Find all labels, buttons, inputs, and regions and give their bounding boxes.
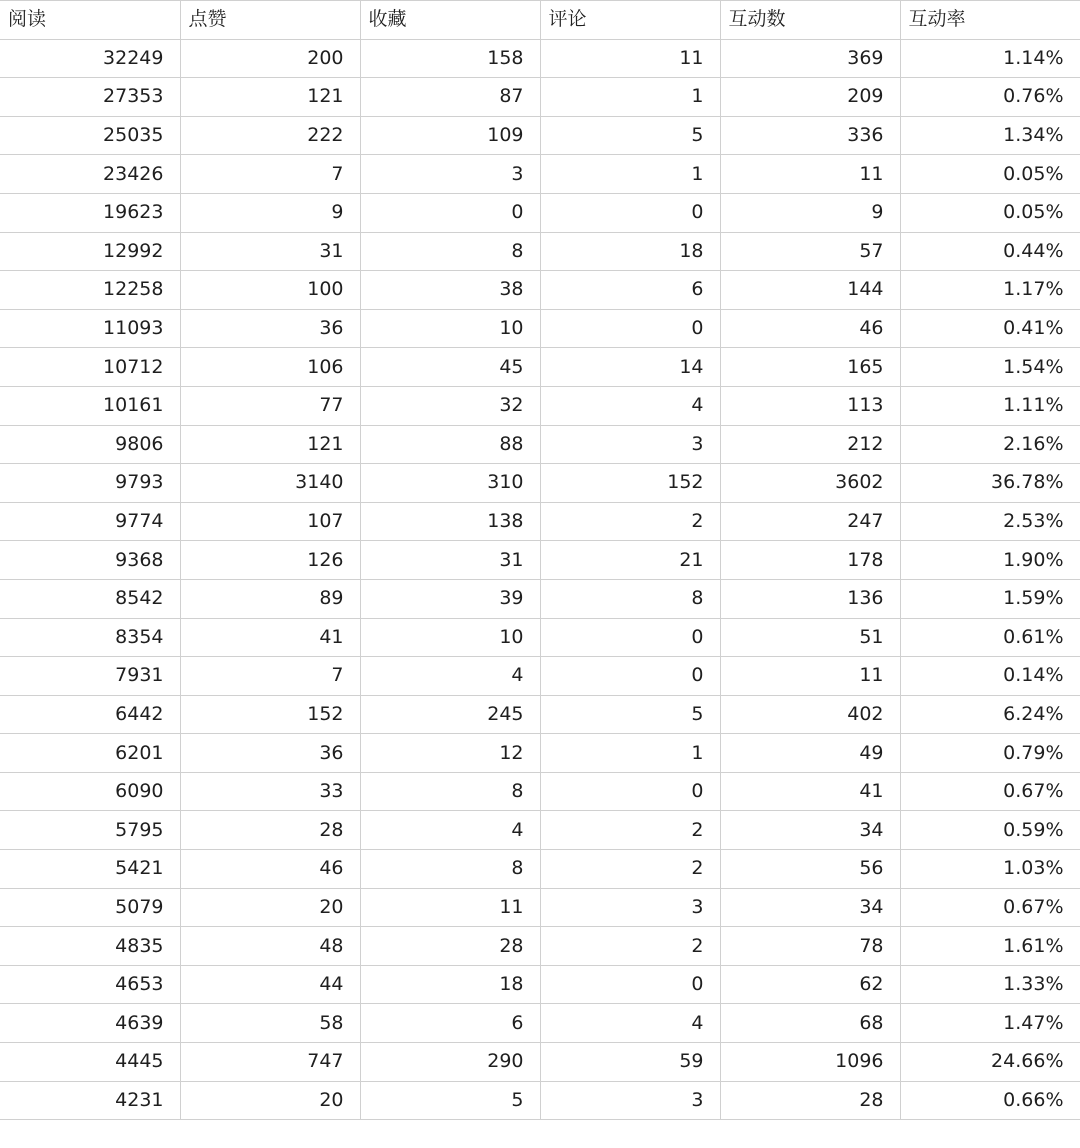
cell-reads[interactable]: 19623 <box>0 193 180 232</box>
cell-reads[interactable]: 9806 <box>0 425 180 464</box>
cell-reads[interactable]: 6090 <box>0 772 180 811</box>
cell-likes[interactable]: 46 <box>180 850 360 889</box>
cell-likes[interactable]: 100 <box>180 271 360 310</box>
table-row <box>0 271 1080 310</box>
cell-interactions[interactable]: 178 <box>720 541 900 580</box>
cell-favorites[interactable]: 10 <box>360 309 540 348</box>
cell-interactions[interactable]: 336 <box>720 116 900 155</box>
table-row <box>0 1004 1080 1043</box>
table-row <box>0 232 1080 271</box>
cell-favorites[interactable]: 87 <box>360 78 540 117</box>
table-row <box>0 193 1080 232</box>
cell-reads[interactable]: 6201 <box>0 734 180 773</box>
table-row <box>0 155 1080 194</box>
cell-favorites[interactable]: 6 <box>360 1004 540 1043</box>
cell-interactions[interactable]: 41 <box>720 772 900 811</box>
cell-likes[interactable]: 3140 <box>180 464 360 503</box>
table-row <box>0 1043 1080 1082</box>
cell-reads[interactable]: 4653 <box>0 965 180 1004</box>
cell-interactions[interactable]: 11 <box>720 657 900 696</box>
cell-interactions[interactable]: 212 <box>720 425 900 464</box>
cell-favorites[interactable]: 4 <box>360 657 540 696</box>
cell-comments[interactable]: 18 <box>540 232 720 271</box>
table-row <box>0 657 1080 696</box>
cell-likes[interactable]: 7 <box>180 657 360 696</box>
cell-favorites[interactable]: 32 <box>360 386 540 425</box>
cell-reads[interactable]: 7931 <box>0 657 180 696</box>
cell-interactions[interactable]: 62 <box>720 965 900 1004</box>
cell-comments[interactable]: 21 <box>540 541 720 580</box>
cell-likes[interactable]: 48 <box>180 927 360 966</box>
cell-comments[interactable]: 1 <box>540 155 720 194</box>
cell-favorites[interactable]: 3 <box>360 155 540 194</box>
cell-interaction-rate[interactable]: 1.54% <box>900 348 1080 387</box>
table-row <box>0 888 1080 927</box>
cell-interaction-rate[interactable]: 1.47% <box>900 1004 1080 1043</box>
cell-comments[interactable]: 11 <box>540 39 720 78</box>
cell-likes[interactable]: 222 <box>180 116 360 155</box>
cell-comments[interactable]: 2 <box>540 927 720 966</box>
cell-likes[interactable]: 36 <box>180 734 360 773</box>
cell-favorites[interactable]: 39 <box>360 579 540 618</box>
table-row <box>0 734 1080 773</box>
cell-reads[interactable]: 10712 <box>0 348 180 387</box>
cell-interactions[interactable]: 136 <box>720 579 900 618</box>
cell-reads[interactable]: 9368 <box>0 541 180 580</box>
cell-comments[interactable]: 2 <box>540 502 720 541</box>
table-row <box>0 618 1080 657</box>
cell-favorites[interactable]: 8 <box>360 772 540 811</box>
cell-likes[interactable]: 7 <box>180 155 360 194</box>
cell-reads[interactable]: 5795 <box>0 811 180 850</box>
cell-likes[interactable]: 121 <box>180 425 360 464</box>
cell-likes[interactable]: 107 <box>180 502 360 541</box>
cell-reads[interactable]: 6442 <box>0 695 180 734</box>
cell-comments[interactable]: 0 <box>540 309 720 348</box>
cell-comments[interactable]: 1 <box>540 78 720 117</box>
table-row <box>0 425 1080 464</box>
cell-interactions[interactable]: 402 <box>720 695 900 734</box>
cell-likes[interactable]: 58 <box>180 1004 360 1043</box>
cell-reads[interactable]: 10161 <box>0 386 180 425</box>
cell-reads[interactable]: 4639 <box>0 1004 180 1043</box>
cell-comments[interactable]: 4 <box>540 1004 720 1043</box>
cell-interactions[interactable]: 51 <box>720 618 900 657</box>
cell-favorites[interactable]: 18 <box>360 965 540 1004</box>
cell-reads[interactable]: 4445 <box>0 1043 180 1082</box>
cell-comments[interactable]: 3 <box>540 1081 720 1120</box>
cell-reads[interactable]: 12992 <box>0 232 180 271</box>
cell-favorites[interactable]: 310 <box>360 464 540 503</box>
cell-comments[interactable]: 152 <box>540 464 720 503</box>
cell-interactions[interactable]: 78 <box>720 927 900 966</box>
cell-favorites[interactable]: 28 <box>360 927 540 966</box>
cell-likes[interactable]: 44 <box>180 965 360 1004</box>
table-row <box>0 965 1080 1004</box>
cell-favorites[interactable]: 31 <box>360 541 540 580</box>
cell-interactions[interactable]: 209 <box>720 78 900 117</box>
cell-likes[interactable]: 152 <box>180 695 360 734</box>
cell-interaction-rate[interactable]: 0.14% <box>900 657 1080 696</box>
cell-favorites[interactable]: 138 <box>360 502 540 541</box>
table-row <box>0 348 1080 387</box>
table-row <box>0 927 1080 966</box>
cell-interactions[interactable]: 46 <box>720 309 900 348</box>
cell-interaction-rate[interactable]: 0.76% <box>900 78 1080 117</box>
cell-reads[interactable]: 25035 <box>0 116 180 155</box>
table-row <box>0 541 1080 580</box>
cell-comments[interactable]: 0 <box>540 965 720 1004</box>
cell-reads[interactable]: 9793 <box>0 464 180 503</box>
cell-favorites[interactable]: 158 <box>360 39 540 78</box>
cell-likes[interactable]: 28 <box>180 811 360 850</box>
cell-interactions[interactable]: 28 <box>720 1081 900 1120</box>
cell-interaction-rate[interactable]: 0.66% <box>900 1081 1080 1120</box>
cell-comments[interactable]: 0 <box>540 618 720 657</box>
cell-favorites[interactable]: 11 <box>360 888 540 927</box>
cell-comments[interactable]: 2 <box>540 850 720 889</box>
cell-interaction-rate[interactable]: 0.41% <box>900 309 1080 348</box>
table-row <box>0 386 1080 425</box>
cell-likes[interactable]: 121 <box>180 78 360 117</box>
cell-interaction-rate[interactable]: 2.53% <box>900 502 1080 541</box>
table-row <box>0 1081 1080 1120</box>
column-header-reads[interactable]: 阅读 <box>0 1 180 40</box>
cell-interactions[interactable]: 369 <box>720 39 900 78</box>
column-header-favorites[interactable]: 收藏 <box>360 1 540 40</box>
cell-interaction-rate[interactable]: 0.67% <box>900 888 1080 927</box>
column-header-interaction-rate[interactable]: 互动率 <box>900 1 1080 40</box>
cell-comments[interactable]: 59 <box>540 1043 720 1082</box>
cell-favorites[interactable]: 5 <box>360 1081 540 1120</box>
cell-likes[interactable]: 20 <box>180 1081 360 1120</box>
cell-interaction-rate[interactable]: 0.05% <box>900 193 1080 232</box>
cell-comments[interactable]: 3 <box>540 888 720 927</box>
cell-interaction-rate[interactable]: 36.78% <box>900 464 1080 503</box>
cell-interactions[interactable]: 165 <box>720 348 900 387</box>
cell-favorites[interactable]: 109 <box>360 116 540 155</box>
cell-interactions[interactable]: 34 <box>720 888 900 927</box>
column-header-likes[interactable]: 点赞 <box>180 1 360 40</box>
table-row <box>0 695 1080 734</box>
cell-interactions[interactable]: 113 <box>720 386 900 425</box>
cell-favorites[interactable]: 0 <box>360 193 540 232</box>
cell-interactions[interactable]: 1096 <box>720 1043 900 1082</box>
cell-interaction-rate[interactable]: 1.03% <box>900 850 1080 889</box>
cell-likes[interactable]: 41 <box>180 618 360 657</box>
cell-reads[interactable]: 5079 <box>0 888 180 927</box>
cell-comments[interactable]: 0 <box>540 772 720 811</box>
cell-likes[interactable]: 89 <box>180 579 360 618</box>
cell-comments[interactable]: 5 <box>540 695 720 734</box>
cell-likes[interactable]: 747 <box>180 1043 360 1082</box>
cell-comments[interactable]: 8 <box>540 579 720 618</box>
cell-interaction-rate[interactable]: 6.24% <box>900 695 1080 734</box>
cell-interactions[interactable]: 3602 <box>720 464 900 503</box>
cell-reads[interactable]: 4835 <box>0 927 180 966</box>
cell-comments[interactable]: 3 <box>540 425 720 464</box>
cell-comments[interactable]: 6 <box>540 271 720 310</box>
table-row <box>0 464 1080 503</box>
cell-comments[interactable]: 0 <box>540 193 720 232</box>
cell-interaction-rate[interactable]: 0.59% <box>900 811 1080 850</box>
cell-interactions[interactable]: 247 <box>720 502 900 541</box>
cell-likes[interactable]: 106 <box>180 348 360 387</box>
cell-likes[interactable]: 36 <box>180 309 360 348</box>
cell-interaction-rate[interactable]: 1.17% <box>900 271 1080 310</box>
cell-favorites[interactable]: 10 <box>360 618 540 657</box>
cell-favorites[interactable]: 4 <box>360 811 540 850</box>
cell-favorites[interactable]: 8 <box>360 850 540 889</box>
cell-reads[interactable]: 11093 <box>0 309 180 348</box>
cell-favorites[interactable]: 12 <box>360 734 540 773</box>
cell-reads[interactable]: 27353 <box>0 78 180 117</box>
cell-likes[interactable]: 31 <box>180 232 360 271</box>
cell-interactions[interactable]: 56 <box>720 850 900 889</box>
cell-likes[interactable]: 77 <box>180 386 360 425</box>
cell-reads[interactable]: 8542 <box>0 579 180 618</box>
cell-interaction-rate[interactable]: 0.61% <box>900 618 1080 657</box>
cell-comments[interactable]: 1 <box>540 734 720 773</box>
cell-interaction-rate[interactable]: 1.59% <box>900 579 1080 618</box>
cell-reads[interactable]: 9774 <box>0 502 180 541</box>
table-row <box>0 78 1080 117</box>
cell-interactions[interactable]: 9 <box>720 193 900 232</box>
cell-likes[interactable]: 9 <box>180 193 360 232</box>
cell-comments[interactable]: 4 <box>540 386 720 425</box>
cell-interaction-rate[interactable]: 24.66% <box>900 1043 1080 1082</box>
column-header-interactions[interactable]: 互动数 <box>720 1 900 40</box>
cell-interaction-rate[interactable]: 1.61% <box>900 927 1080 966</box>
cell-reads[interactable]: 32249 <box>0 39 180 78</box>
table-row <box>0 579 1080 618</box>
cell-comments[interactable]: 0 <box>540 657 720 696</box>
cell-reads[interactable]: 4231 <box>0 1081 180 1120</box>
cell-comments[interactable]: 5 <box>540 116 720 155</box>
cell-interaction-rate[interactable]: 0.05% <box>900 155 1080 194</box>
cell-comments[interactable]: 14 <box>540 348 720 387</box>
cell-interactions[interactable]: 68 <box>720 1004 900 1043</box>
cell-interactions[interactable]: 144 <box>720 271 900 310</box>
cell-likes[interactable]: 20 <box>180 888 360 927</box>
cell-interaction-rate[interactable]: 2.16% <box>900 425 1080 464</box>
cell-interaction-rate[interactable]: 0.67% <box>900 772 1080 811</box>
cell-likes[interactable]: 126 <box>180 541 360 580</box>
cell-interaction-rate[interactable]: 1.34% <box>900 116 1080 155</box>
cell-favorites[interactable]: 88 <box>360 425 540 464</box>
cell-reads[interactable]: 12258 <box>0 271 180 310</box>
cell-reads[interactable]: 5421 <box>0 850 180 889</box>
cell-interactions[interactable]: 49 <box>720 734 900 773</box>
table-row <box>0 811 1080 850</box>
cell-likes[interactable]: 200 <box>180 39 360 78</box>
cell-interaction-rate[interactable]: 0.79% <box>900 734 1080 773</box>
cell-favorites[interactable]: 38 <box>360 271 540 310</box>
cell-favorites[interactable]: 290 <box>360 1043 540 1082</box>
table-row <box>0 39 1080 78</box>
cell-interaction-rate[interactable]: 1.14% <box>900 39 1080 78</box>
table-row <box>0 502 1080 541</box>
cell-favorites[interactable]: 245 <box>360 695 540 734</box>
cell-interactions[interactable]: 34 <box>720 811 900 850</box>
cell-reads[interactable]: 23426 <box>0 155 180 194</box>
cell-favorites[interactable]: 8 <box>360 232 540 271</box>
column-header-comments[interactable]: 评论 <box>540 1 720 40</box>
header-row <box>0 1 1080 40</box>
cell-likes[interactable]: 33 <box>180 772 360 811</box>
cell-interaction-rate[interactable]: 0.44% <box>900 232 1080 271</box>
cell-interactions[interactable]: 57 <box>720 232 900 271</box>
table-row <box>0 116 1080 155</box>
cell-interactions[interactable]: 11 <box>720 155 900 194</box>
cell-favorites[interactable]: 45 <box>360 348 540 387</box>
cell-interaction-rate[interactable]: 1.11% <box>900 386 1080 425</box>
table-row <box>0 772 1080 811</box>
cell-reads[interactable]: 8354 <box>0 618 180 657</box>
table-row <box>0 850 1080 889</box>
spreadsheet-body <box>0 1 1080 1120</box>
cell-comments[interactable]: 2 <box>540 811 720 850</box>
table-row <box>0 309 1080 348</box>
cell-interaction-rate[interactable]: 1.90% <box>900 541 1080 580</box>
cell-interaction-rate[interactable]: 1.33% <box>900 965 1080 1004</box>
